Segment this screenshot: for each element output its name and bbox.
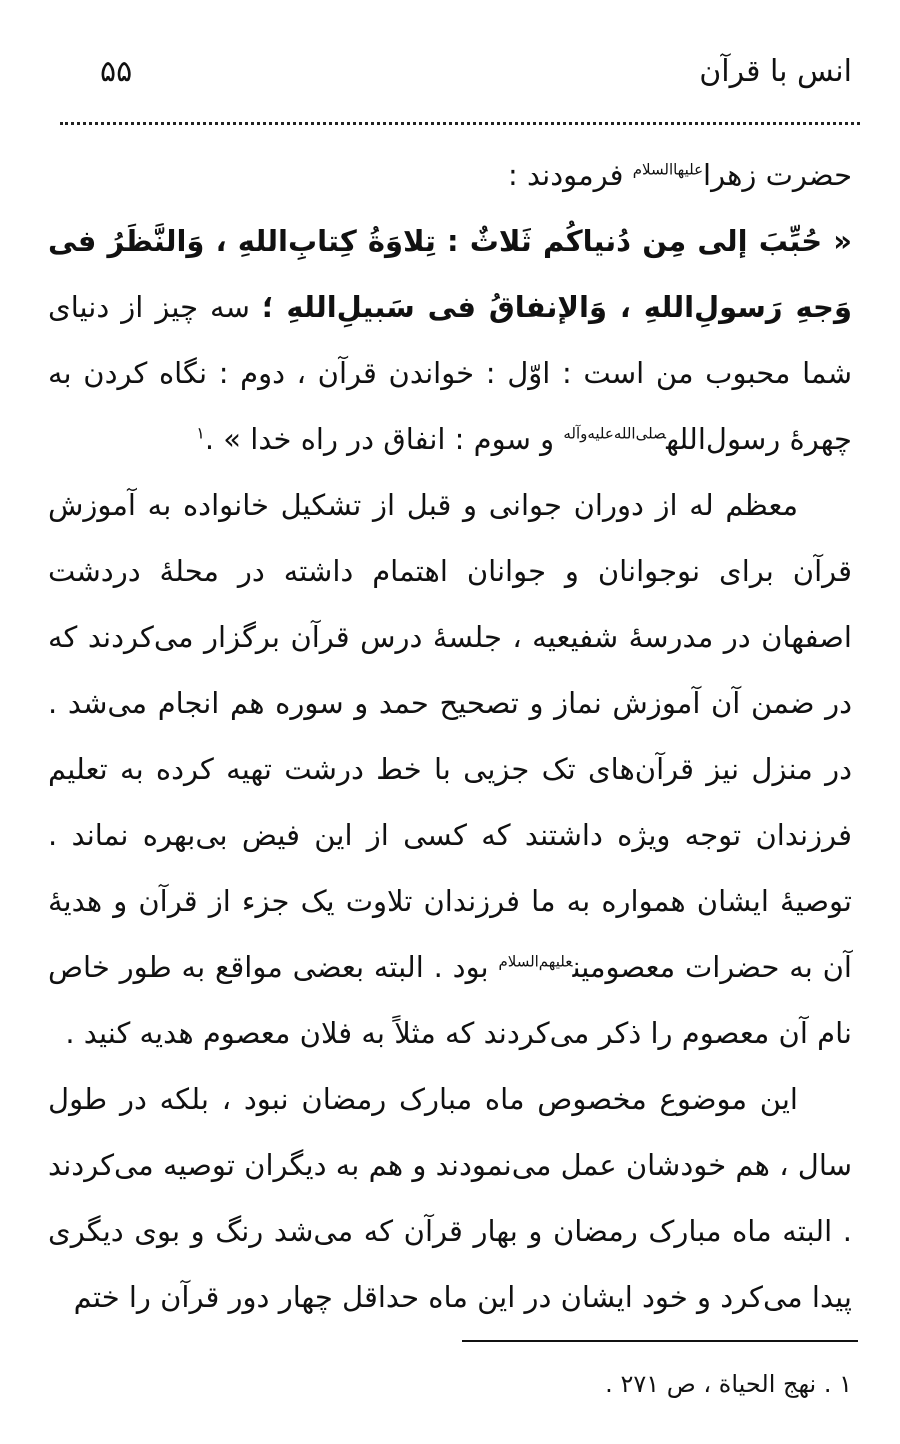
footnote: ۱ . نهج الحیاة ، ص ۲۷۱ . [605, 1370, 852, 1398]
quote-paragraph [48, 142, 852, 472]
footnote-reference[interactable]: ۱ [196, 423, 205, 443]
paragraph-1-text-end: بود . البته بعضی مواقع به طور خاص نام آن معصوم را ذکر می‌کردند که مثلاً به فلان معصوم هدیه کنید . [48, 950, 852, 1050]
honorific-glyph: علیهاالسلام [632, 160, 704, 179]
quote-translation: سه چیز از دنیای شما محبوب من است : اوّل : خواندن قرآن ، دوم : نگاه کردن به چهرهٔ رسول‌الله [48, 290, 852, 456]
page-number: ۵۵ [100, 54, 133, 89]
intro-text-end: فرمودند : [507, 158, 633, 192]
paragraph-2 [48, 1066, 852, 1330]
quote-translation-end: و سوم : انفاق در راه خدا » . [204, 422, 564, 456]
honorific-glyph-prophet: صلی‌الله‌علیه‌وآله [563, 424, 667, 443]
paragraph-2-text: این موضوع مخصوص ماه مبارک رمضان نبود ، بلکه در طول سال ، هم خودشان عمل می‌نمودند و هم به دیگران توصیه می‌کردند . البته ماه مبارک رمضان و بهار قرآن که می‌شد رنگ و بوی دیگری پیدا می‌کرد و خود ایشان در این ماه حداقل چهار دور قرآن را ختم [48, 1082, 852, 1314]
intro-text: حضرت زهرا [703, 158, 852, 192]
arabic-quote: « حُبِّبَ إلى مِن دُنیاکُم ثَلاثٌ : تِلاوَةُ کِتابِ‌اللهِ ، وَالنَّظَرُ فی وَجهِ رَسولِ‌اللهِ ، وَالإنفاقُ فی سَبیلِ‌اللهِ ؛ [48, 224, 852, 324]
footnote-divider [462, 1340, 858, 1342]
page-body [48, 142, 852, 1330]
paragraph-1-text: معظم له از دوران جوانی و قبل از تشکیل خانواده به آموزش قرآن برای نوجوانان و جوانان اهتمام داشته در محلهٔ دردشت اصفهان در مدرسهٔ شفیعیه ، جلسهٔ درس قرآن برگزار می‌کردند که در ضمن آن آموزش نماز و تصحیح حمد و سوره هم انجام می‌شد . در منزل نیز قرآن‌های تک جزیی با خط درشت تهیه کرده به تعلیم فرزندان توجه ویژه داشتند که کسی از این فیض بی‌بهره نماند . توصیهٔ ایشان همواره به ما فرزندان تلاوت یک جزء از قرآن و هدیهٔ آن به حضرات معصومین [48, 488, 852, 984]
paragraph-1 [48, 472, 852, 1066]
honorific-glyph-masoomin: علیهم‌السلام [498, 952, 573, 971]
header-divider [60, 122, 860, 125]
page-header [48, 50, 852, 100]
running-title: انس با قرآن [699, 54, 852, 89]
